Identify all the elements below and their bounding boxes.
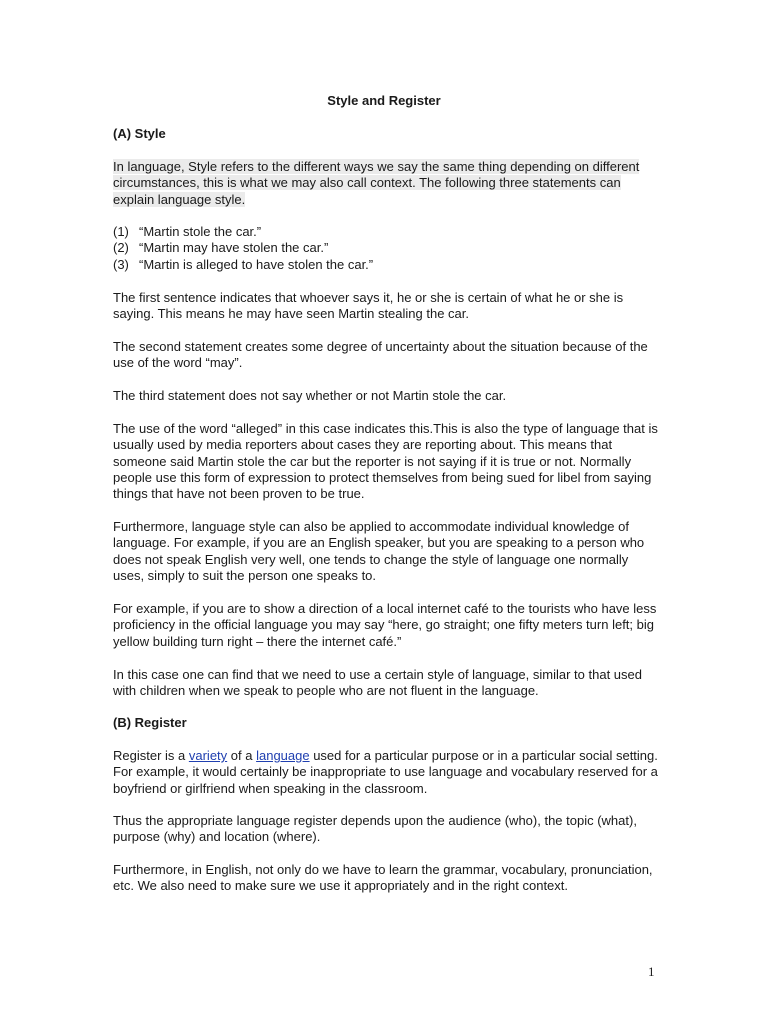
example-number: (3) <box>113 256 129 272</box>
example-item <box>113 257 658 273</box>
third-statement-paragraph: The third statement does not say whether or not Martin stole the car. <box>113 388 507 403</box>
example-list <box>113 224 658 273</box>
example-text: “Martin is alleged to have stolen the car.” <box>139 256 374 272</box>
section-b-heading: (B) Register <box>113 715 187 730</box>
variety-link[interactable]: variety <box>188 748 228 763</box>
cafe-example-paragraph: For example, if you are to show a direction of a local internet café to the tourists who have less proficiency in the official language you may say “here, go straight; one fifty meters turn left; big yellow building turn right – there the internet café.” <box>113 601 657 649</box>
language-link[interactable]: language <box>256 748 310 763</box>
example-number: (1) <box>113 224 129 239</box>
second-statement-paragraph: The second statement creates some degree of uncertainty about the situation because of the use of the word “may”. <box>113 339 648 371</box>
intro-paragraph <box>113 159 658 208</box>
children-paragraph: In this case one can find that we need to use a certain style of language, similar to that used with children when we speak to people who are not fluent in the language. <box>113 667 642 699</box>
example-item <box>113 240 658 256</box>
page-number: 1 <box>648 964 655 979</box>
example-number: (2) <box>113 240 129 256</box>
section-a-heading: (A) Style <box>113 126 166 141</box>
register-text-3: used for a particular purpose or in a particular social setting. For example, it would certainly be inappropriate to use language and vocabulary reserved for a boyfriend or girlfriend when speaking in the classroom. <box>113 748 658 796</box>
first-sentence-paragraph: The first sentence indicates that whoever says it, he or she is certain of what he or she is saying. This means he may have seen Martin stealing the car. <box>113 290 624 322</box>
register-paragraph <box>113 748 658 797</box>
example-text: “Martin may have stolen the car.” <box>139 240 329 256</box>
page-title: Style and Register <box>327 93 441 108</box>
alleged-paragraph: The use of the word “alleged” in this case indicates this.This is also the type of language that is usually used by media reporters about cases they are reporting about. This means that someone said Martin stole the car but the reporter is not saying if it is true or not. Normally people use this form of expression to protect themselves from being sued for libel from saying things that have not been proven to be true. <box>113 421 658 502</box>
register-text-1: Register is a <box>113 748 189 763</box>
accommodate-paragraph: Furthermore, language style can also be applied to accommodate individual knowledge of language. For example, if you are an English speaker, but you are speaking to a person who does not speak English very well, one tends to change the style of language one normally uses, simply to suit the person one speaks to. <box>113 519 645 583</box>
intro-paragraph-text: In language, Style refers to the different ways we say the same thing depending on different circumstances, this is what we may also call context. The following three statements can explain language style. <box>113 159 640 207</box>
example-item <box>113 224 658 240</box>
audience-paragraph: Thus the appropriate language register depends upon the audience (who), the topic (what), purpose (why) and location (where). <box>113 813 637 845</box>
grammar-paragraph: Furthermore, in English, not only do we have to learn the grammar, vocabulary, pronunciation, etc. We also need to make sure we use it appropriately and in the right context. <box>113 862 653 894</box>
example-text: “Martin stole the car.” <box>139 224 262 239</box>
register-text-2: of a <box>227 748 257 763</box>
